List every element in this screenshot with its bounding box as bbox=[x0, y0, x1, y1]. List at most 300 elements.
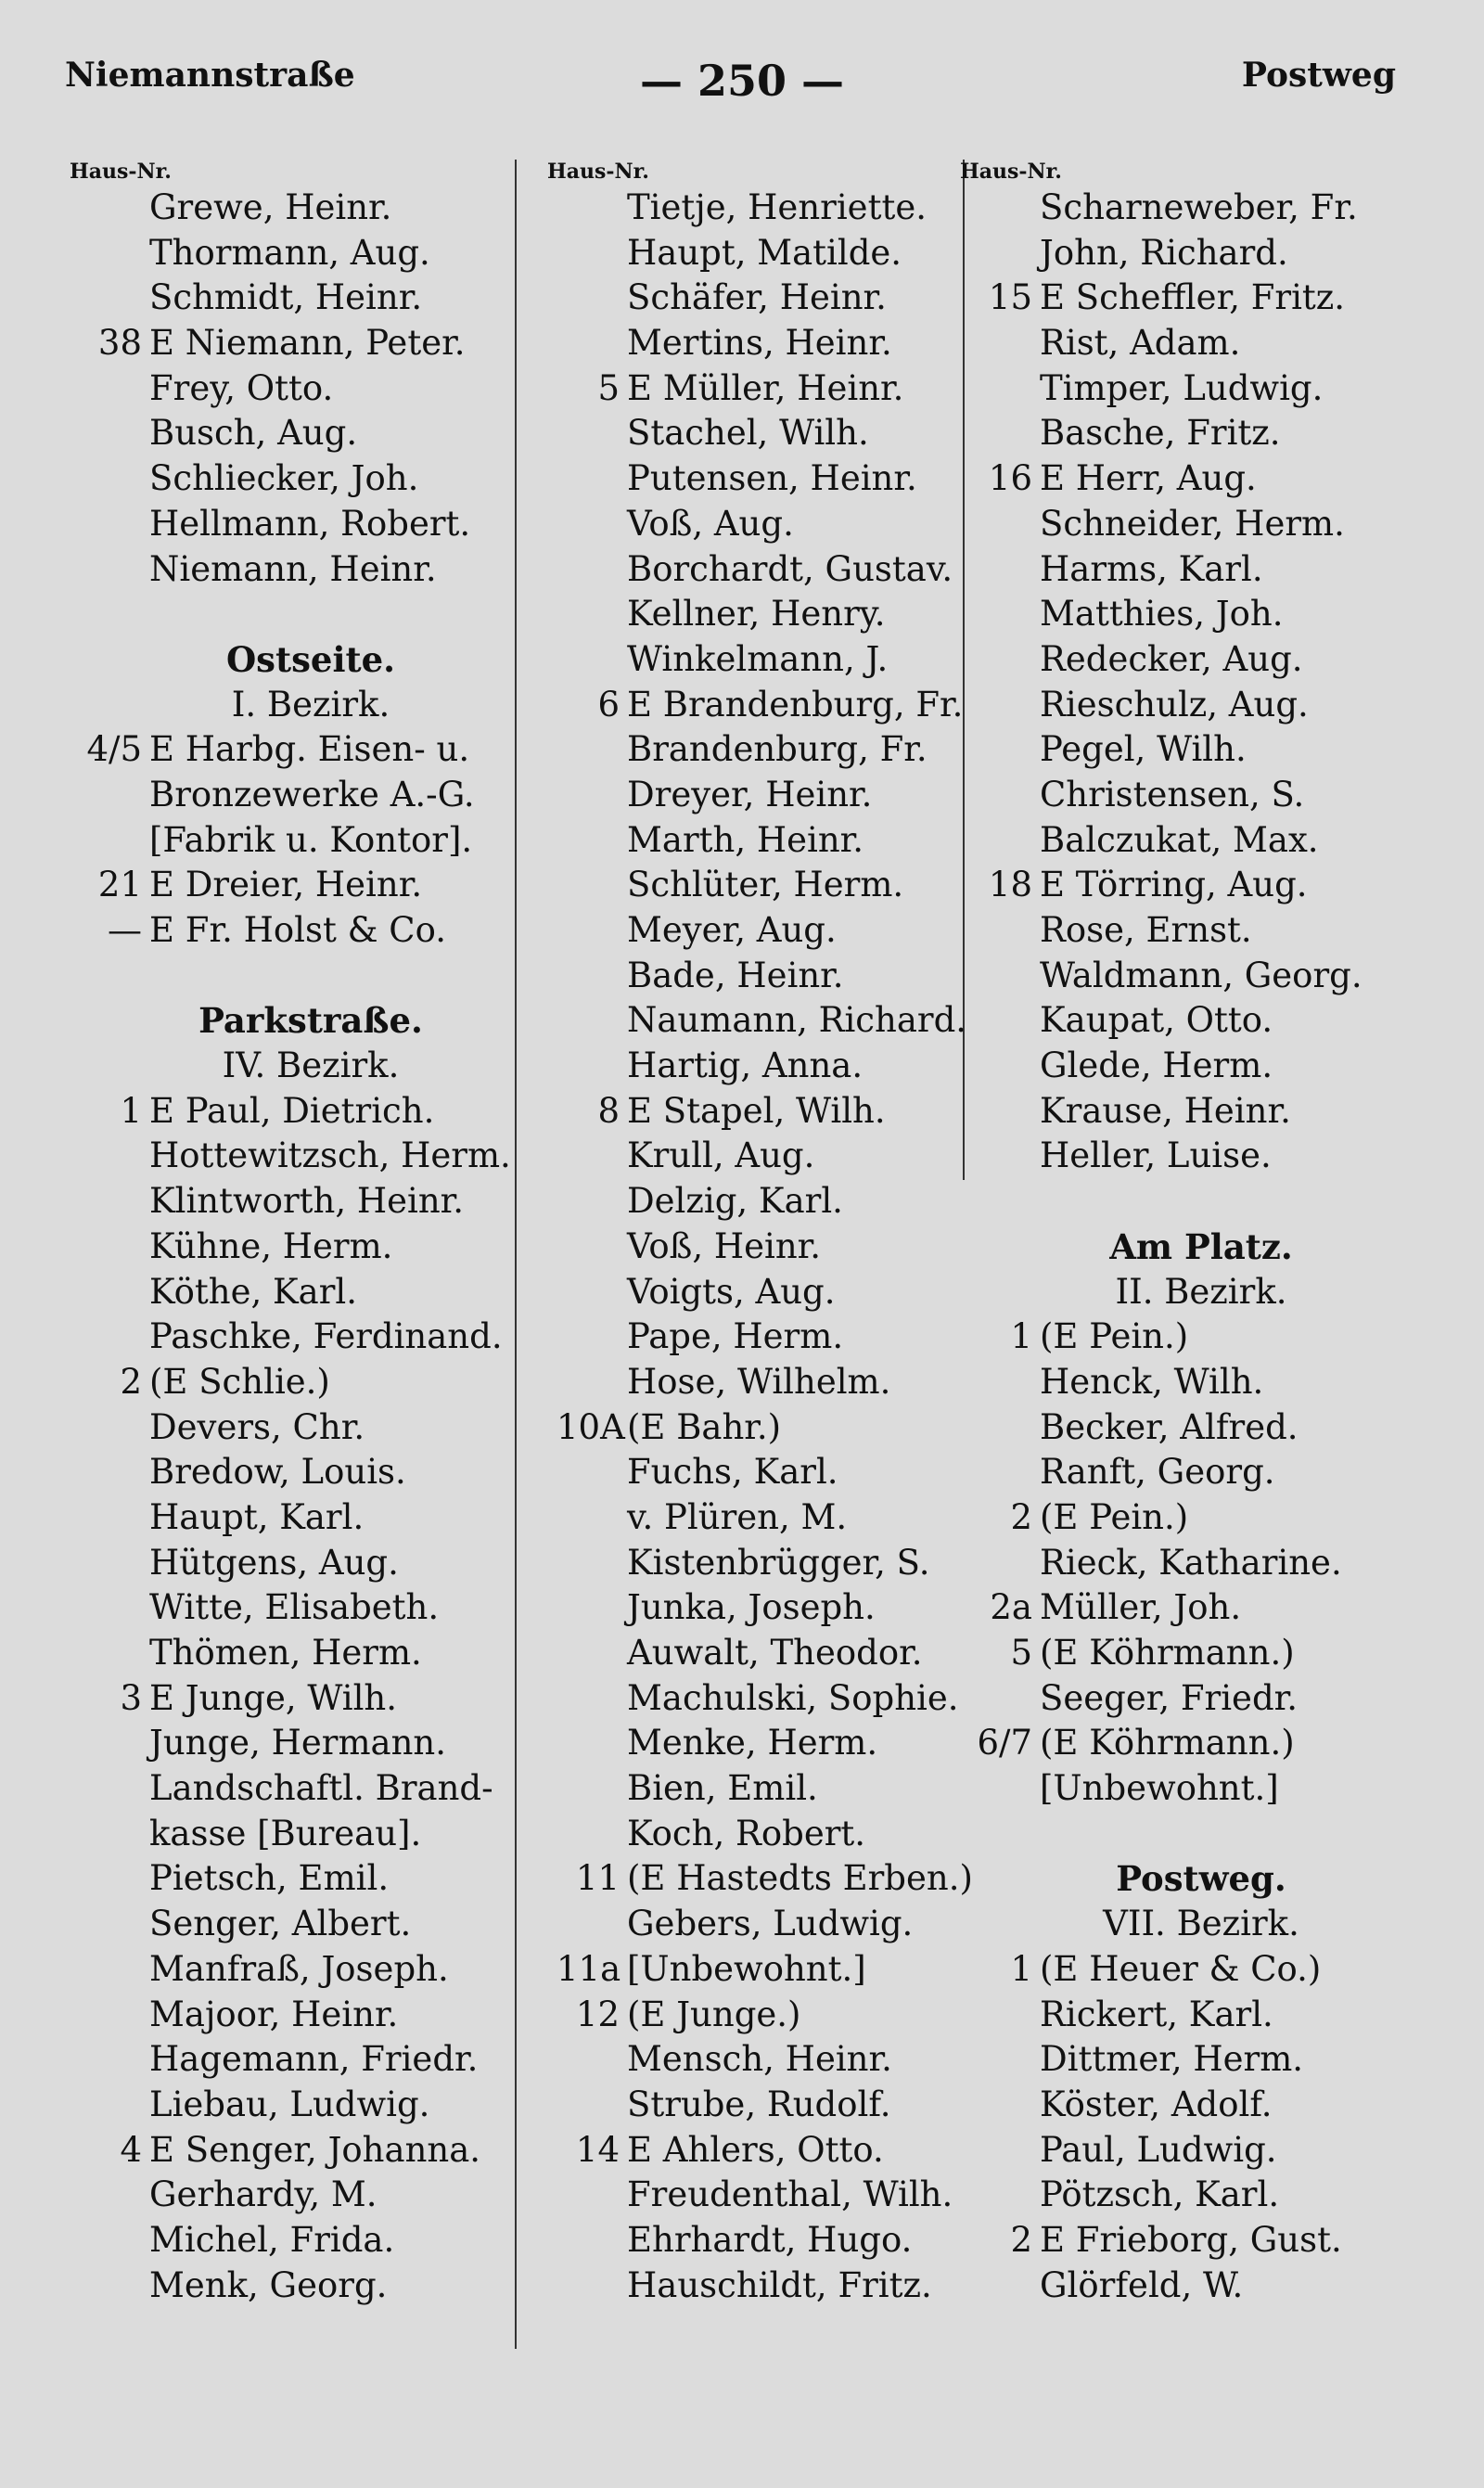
directory-entry bbox=[969, 1450, 1433, 1495]
house-number bbox=[556, 321, 627, 366]
house-number bbox=[79, 2173, 149, 2218]
directory-entry bbox=[79, 1450, 543, 1495]
directory-entry bbox=[556, 456, 1020, 502]
directory-entry bbox=[79, 1179, 543, 1225]
resident-name: Witte, Elisabeth. bbox=[149, 1587, 440, 1628]
directory-entry bbox=[79, 592, 543, 637]
resident-name: Haupt, Matilde. bbox=[627, 232, 902, 273]
resident-name: Majoor, Heinr. bbox=[149, 1994, 399, 2034]
resident-name: E Herr, Aug. bbox=[1040, 458, 1257, 499]
resident-name: Hose, Wilhelm. bbox=[627, 1361, 891, 1402]
resident-name: Tietje, Henriette. bbox=[627, 187, 927, 227]
house-number bbox=[79, 1225, 149, 1270]
house-number bbox=[79, 1134, 149, 1179]
resident-name: Pegel, Wilh. bbox=[1040, 729, 1247, 770]
resident-name: Hartig, Anna. bbox=[627, 1045, 864, 1086]
resident-name: (E Köhrmann.) bbox=[1040, 1723, 1295, 1763]
directory-entry bbox=[969, 321, 1433, 366]
resident-name: Krause, Heinr. bbox=[1040, 1090, 1291, 1131]
street-heading: Parkstraße. bbox=[198, 1000, 423, 1042]
house-number bbox=[556, 1676, 627, 1722]
directory-entry bbox=[969, 1360, 1433, 1405]
directory-entry bbox=[969, 998, 1433, 1044]
house-number bbox=[556, 908, 627, 954]
directory-entry bbox=[79, 1721, 543, 1766]
resident-name: Mertins, Heinr. bbox=[627, 323, 892, 364]
house-number bbox=[79, 456, 149, 502]
resident-name: v. Plüren, M. bbox=[627, 1496, 848, 1537]
house-number bbox=[969, 502, 1040, 547]
house-number: 1 bbox=[1010, 1316, 1032, 1357]
resident-name: Voß, Heinr. bbox=[627, 1225, 822, 1266]
directory-entry bbox=[556, 1947, 1020, 1993]
house-number bbox=[969, 1450, 1040, 1495]
resident-name: E Ahlers, Otto. bbox=[627, 2129, 884, 2170]
house-number bbox=[79, 2037, 149, 2083]
resident-name: Brandenburg, Fr. bbox=[627, 729, 928, 770]
directory-entry bbox=[79, 321, 543, 366]
directory-entry bbox=[969, 1179, 1433, 1225]
house-number bbox=[79, 1812, 149, 1857]
house-number bbox=[969, 998, 1040, 1044]
house-number bbox=[79, 276, 149, 321]
house-number bbox=[969, 727, 1040, 773]
resident-name: Köthe, Karl. bbox=[149, 1271, 358, 1312]
directory-entry bbox=[969, 1044, 1433, 1089]
resident-name: Borchardt, Gustav. bbox=[627, 548, 953, 589]
resident-name: Liebau, Ludwig. bbox=[149, 2084, 430, 2124]
resident-name: E Scheffler, Fritz. bbox=[1040, 277, 1346, 318]
resident-name: Busch, Aug. bbox=[149, 413, 358, 454]
directory-entry bbox=[79, 502, 543, 547]
house-number: 5 bbox=[1010, 1633, 1032, 1673]
house-number bbox=[556, 637, 627, 683]
directory-entry bbox=[79, 456, 543, 502]
resident-name: Voigts, Aug. bbox=[627, 1271, 836, 1312]
house-number-label: Haus-Nr. bbox=[547, 160, 649, 184]
house-number bbox=[79, 1766, 149, 1812]
directory-entry bbox=[969, 637, 1433, 683]
directory-entry bbox=[969, 2264, 1433, 2309]
house-number: 11a bbox=[556, 1948, 621, 1989]
resident-name: Dreyer, Heinr. bbox=[627, 774, 873, 814]
house-number bbox=[969, 818, 1040, 864]
resident-name: Henck, Wilh. bbox=[1040, 1361, 1264, 1402]
resident-name: (E Pein.) bbox=[1040, 1316, 1189, 1357]
resident-name: Rickert, Karl. bbox=[1040, 1994, 1273, 2034]
directory-entry bbox=[79, 773, 543, 818]
directory-entry bbox=[969, 727, 1433, 773]
directory-entry bbox=[556, 411, 1020, 456]
house-number bbox=[556, 1631, 627, 1676]
resident-name: Mensch, Heinr. bbox=[627, 2039, 892, 2080]
directory-entry bbox=[556, 1993, 1020, 2038]
house-number: 6/7 bbox=[977, 1723, 1032, 1763]
directory-entry bbox=[79, 1134, 543, 1179]
house-number: 1 bbox=[1010, 1948, 1032, 1989]
directory-entry bbox=[556, 502, 1020, 547]
resident-name: Timper, Ludwig. bbox=[1040, 367, 1324, 408]
resident-name: Hagemann, Friedr. bbox=[149, 2039, 479, 2080]
resident-name: Grewe, Heinr. bbox=[149, 187, 392, 227]
resident-name: Menk, Georg. bbox=[149, 2264, 388, 2305]
directory-entry bbox=[556, 1225, 1020, 1270]
directory-entry bbox=[556, 1585, 1020, 1631]
house-number bbox=[79, 1405, 149, 1451]
resident-name: Niemann, Heinr. bbox=[149, 548, 437, 589]
resident-name: E Senger, Johanna. bbox=[149, 2129, 481, 2170]
column-3 bbox=[960, 158, 1433, 2308]
house-number bbox=[556, 592, 627, 637]
directory-entry bbox=[79, 1541, 543, 1586]
directory-entry bbox=[556, 2083, 1020, 2128]
house-number bbox=[79, 773, 149, 818]
directory-entry bbox=[556, 2037, 1020, 2083]
directory-entry bbox=[79, 1270, 543, 1315]
directory-entry bbox=[969, 1812, 1433, 1857]
house-number bbox=[969, 2083, 1040, 2128]
directory-entry bbox=[969, 186, 1433, 231]
directory-entry bbox=[969, 592, 1433, 637]
resident-name: Marth, Heinr. bbox=[627, 819, 864, 860]
resident-name: Senger, Albert. bbox=[149, 1904, 412, 1944]
resident-name: Kellner, Henry. bbox=[627, 594, 886, 635]
house-number bbox=[969, 1360, 1040, 1405]
house-number bbox=[969, 366, 1040, 412]
directory-entry bbox=[556, 1721, 1020, 1766]
resident-name: Pape, Herm. bbox=[627, 1316, 844, 1357]
directory-entry bbox=[79, 1585, 543, 1631]
house-number bbox=[969, 186, 1040, 231]
directory-entry bbox=[556, 2218, 1020, 2264]
resident-name: E Brandenburg, Fr. bbox=[627, 684, 964, 725]
resident-name: Hütgens, Aug. bbox=[149, 1542, 399, 1583]
resident-name: Menke, Herm. bbox=[627, 1723, 878, 1763]
house-number: 4/5 bbox=[86, 729, 142, 770]
resident-name: E Junge, Wilh. bbox=[149, 1677, 398, 1718]
house-number bbox=[556, 231, 627, 276]
house-number bbox=[79, 2218, 149, 2264]
page-number: — 250 — bbox=[639, 56, 845, 106]
directory-entry bbox=[79, 1812, 543, 1857]
house-number bbox=[556, 998, 627, 1044]
house-number bbox=[79, 1179, 149, 1225]
directory-entry bbox=[79, 1947, 543, 1993]
house-number: 16 bbox=[988, 458, 1032, 499]
house-number bbox=[969, 683, 1040, 728]
directory-entry bbox=[969, 1585, 1433, 1631]
directory-entry bbox=[79, 366, 543, 412]
resident-name: Christensen, S. bbox=[1040, 774, 1305, 814]
resident-name: (E Köhrmann.) bbox=[1040, 1633, 1295, 1673]
house-number: 11 bbox=[575, 1858, 620, 1899]
column-2 bbox=[547, 158, 1020, 2308]
house-number bbox=[79, 547, 149, 593]
directory-entry bbox=[79, 411, 543, 456]
resident-name: Seeger, Friedr. bbox=[1040, 1677, 1298, 1718]
directory-entry bbox=[79, 727, 543, 773]
directory-entry bbox=[79, 276, 543, 321]
directory-entry bbox=[79, 2083, 543, 2128]
resident-name: Rieschulz, Aug. bbox=[1040, 684, 1309, 725]
resident-name: kasse [Bureau]. bbox=[149, 1813, 422, 1853]
resident-name: Pietsch, Emil. bbox=[149, 1858, 390, 1899]
directory-entry bbox=[556, 1902, 1020, 1947]
resident-name: Gerhardy, M. bbox=[149, 2174, 377, 2215]
house-number bbox=[969, 2173, 1040, 2218]
directory-entry bbox=[79, 2173, 543, 2218]
house-number bbox=[79, 1541, 149, 1586]
resident-name: Koch, Robert. bbox=[627, 1813, 866, 1853]
directory-entry bbox=[556, 637, 1020, 683]
resident-name: Thormann, Aug. bbox=[149, 232, 430, 273]
directory-entry bbox=[969, 366, 1433, 412]
house-number bbox=[969, 637, 1040, 683]
directory-entry bbox=[556, 954, 1020, 999]
resident-name: Meyer, Aug. bbox=[627, 910, 837, 950]
house-number bbox=[969, 908, 1040, 954]
resident-name: Kistenbrügger, S. bbox=[627, 1542, 930, 1583]
directory-entry bbox=[969, 1766, 1433, 1812]
house-number bbox=[969, 1812, 1040, 1857]
resident-name: Hellmann, Robert. bbox=[149, 503, 471, 544]
house-number-label: Haus-Nr. bbox=[70, 160, 172, 184]
directory-entry bbox=[79, 1495, 543, 1541]
resident-name: Klintworth, Heinr. bbox=[149, 1181, 465, 1222]
resident-name: Strube, Rudolf. bbox=[627, 2084, 891, 2124]
house-number bbox=[556, 1812, 627, 1857]
house-number bbox=[556, 773, 627, 818]
directory-entry bbox=[556, 1089, 1020, 1135]
directory-entry bbox=[556, 1179, 1020, 1225]
resident-name: Devers, Chr. bbox=[149, 1406, 365, 1447]
house-number: 4 bbox=[120, 2129, 142, 2170]
directory-entry bbox=[79, 1315, 543, 1360]
directory-entry bbox=[556, 1360, 1020, 1405]
house-number: 3 bbox=[120, 1677, 142, 1718]
directory-entry bbox=[79, 1676, 543, 1722]
directory-entry bbox=[79, 231, 543, 276]
resident-name: Matthies, Joh. bbox=[1040, 594, 1284, 635]
resident-name: Stachel, Wilh. bbox=[627, 413, 869, 454]
resident-name: Schäfer, Heinr. bbox=[627, 277, 887, 318]
directory-entry bbox=[556, 276, 1020, 321]
directory-entry bbox=[969, 1676, 1433, 1722]
house-number bbox=[556, 1270, 627, 1315]
directory-entry bbox=[969, 683, 1433, 728]
resident-name: [Fabrik u. Kontor]. bbox=[149, 819, 473, 860]
resident-name: Krull, Aug. bbox=[627, 1135, 815, 1176]
resident-name: Köster, Adolf. bbox=[1040, 2084, 1273, 2124]
district-heading: II. Bezirk. bbox=[1115, 1271, 1287, 1312]
resident-name: Kühne, Herm. bbox=[149, 1225, 393, 1266]
house-number: 1 bbox=[120, 1090, 142, 1131]
house-number bbox=[969, 592, 1040, 637]
resident-name: Balczukat, Max. bbox=[1040, 819, 1319, 860]
resident-name: Redecker, Aug. bbox=[1040, 638, 1303, 679]
directory-entry bbox=[79, 1766, 543, 1812]
house-number bbox=[556, 2173, 627, 2218]
directory-entry bbox=[79, 2037, 543, 2083]
directory-entry bbox=[79, 2128, 543, 2174]
house-number bbox=[79, 1721, 149, 1766]
street-heading: Postweg. bbox=[1116, 1858, 1286, 1900]
house-number-label: Haus-Nr. bbox=[960, 160, 1062, 184]
resident-name: Müller, Joh. bbox=[1040, 1587, 1242, 1628]
directory-entry bbox=[79, 1631, 543, 1676]
resident-name: Hottewitzsch, Herm. bbox=[149, 1135, 511, 1176]
resident-name: Naumann, Richard. bbox=[627, 1000, 967, 1041]
house-number bbox=[556, 547, 627, 593]
resident-name: Schlüter, Herm. bbox=[627, 865, 904, 905]
directory-entry bbox=[969, 1495, 1433, 1541]
directory-entry bbox=[556, 1270, 1020, 1315]
resident-name: Fuchs, Karl. bbox=[627, 1452, 838, 1493]
directory-entry bbox=[556, 908, 1020, 954]
house-number bbox=[79, 1631, 149, 1676]
house-number bbox=[556, 456, 627, 502]
directory-entry bbox=[969, 1089, 1433, 1135]
directory-entry bbox=[556, 1812, 1020, 1857]
directory-entry bbox=[969, 2128, 1433, 2174]
house-number bbox=[556, 818, 627, 864]
house-number bbox=[79, 1947, 149, 1993]
house-number bbox=[969, 1405, 1040, 1451]
directory-entry bbox=[556, 1856, 1020, 1902]
directory-entry bbox=[969, 276, 1433, 321]
directory-entry bbox=[969, 818, 1433, 864]
resident-name: Thömen, Herm. bbox=[149, 1633, 422, 1673]
house-number bbox=[556, 2218, 627, 2264]
resident-name: (E Heuer & Co.) bbox=[1040, 1948, 1322, 1989]
resident-name: Michel, Frida. bbox=[149, 2219, 395, 2260]
resident-name: Bade, Heinr. bbox=[627, 955, 844, 995]
resident-name: Gebers, Ludwig. bbox=[627, 1904, 914, 1944]
directory-entry bbox=[556, 1405, 1020, 1451]
directory-entry bbox=[556, 1044, 1020, 1089]
house-number bbox=[969, 1541, 1040, 1586]
resident-name: Heller, Luise. bbox=[1040, 1135, 1272, 1176]
house-number bbox=[79, 1270, 149, 1315]
directory-entry bbox=[79, 863, 543, 908]
directory-entry bbox=[79, 186, 543, 231]
house-number bbox=[556, 1360, 627, 1405]
directory-entry bbox=[79, 547, 543, 593]
house-number bbox=[969, 1179, 1040, 1225]
resident-name: Bredow, Louis. bbox=[149, 1452, 406, 1493]
house-number bbox=[969, 1044, 1040, 1089]
directory-entry bbox=[969, 456, 1433, 502]
resident-name: Dittmer, Herm. bbox=[1040, 2039, 1304, 2080]
house-number bbox=[79, 2264, 149, 2309]
resident-name: Basche, Fritz. bbox=[1040, 413, 1281, 454]
directory-entry bbox=[556, 1676, 1020, 1722]
resident-name: Ehrhardt, Hugo. bbox=[627, 2219, 913, 2260]
directory-entry bbox=[79, 1856, 543, 1902]
directory-entry bbox=[969, 773, 1433, 818]
house-number bbox=[969, 954, 1040, 999]
directory-entry bbox=[969, 502, 1433, 547]
resident-name: E Harbg. Eisen- u. bbox=[149, 729, 470, 770]
directory-entry bbox=[79, 908, 543, 954]
directory-entry bbox=[969, 2037, 1433, 2083]
resident-name: Manfraß, Joseph. bbox=[149, 1948, 449, 1989]
directory-entry bbox=[556, 231, 1020, 276]
resident-name: (E Junge.) bbox=[627, 1994, 801, 2034]
house-number bbox=[556, 2083, 627, 2128]
resident-name: E Frieborg, Gust. bbox=[1040, 2219, 1342, 2260]
resident-name: Auwalt, Theodor. bbox=[627, 1633, 923, 1673]
directory-entry bbox=[556, 727, 1020, 773]
house-number: 6 bbox=[597, 684, 620, 725]
directory-entry bbox=[969, 1134, 1433, 1179]
house-number bbox=[556, 1495, 627, 1541]
house-number bbox=[79, 411, 149, 456]
resident-name: (E Schlie.) bbox=[149, 1361, 330, 1402]
directory-entry bbox=[969, 1721, 1433, 1766]
directory-entry bbox=[969, 1405, 1433, 1451]
resident-name: (E Hastedts Erben.) bbox=[627, 1858, 973, 1899]
street-heading: Am Platz. bbox=[1109, 1225, 1293, 1267]
resident-name: E Niemann, Peter. bbox=[149, 323, 466, 364]
resident-name: Frey, Otto. bbox=[149, 367, 334, 408]
directory-entry bbox=[969, 1541, 1433, 1586]
directory-entry bbox=[969, 863, 1433, 908]
resident-name: Harms, Karl. bbox=[1040, 548, 1263, 589]
resident-name: Rose, Ernst. bbox=[1040, 910, 1252, 950]
house-number bbox=[79, 1993, 149, 2038]
resident-name: Haupt, Karl. bbox=[149, 1496, 365, 1537]
resident-name: Kaupat, Otto. bbox=[1040, 1000, 1273, 1041]
resident-name: [Unbewohnt.] bbox=[627, 1948, 866, 1989]
directory-entry bbox=[556, 366, 1020, 412]
house-number bbox=[556, 1721, 627, 1766]
directory-entry bbox=[79, 1360, 543, 1405]
resident-name: Rieck, Katharine. bbox=[1040, 1542, 1342, 1583]
resident-name: E Paul, Dietrich. bbox=[149, 1090, 435, 1131]
directory-entry bbox=[556, 321, 1020, 366]
house-number bbox=[969, 547, 1040, 593]
column-1 bbox=[70, 158, 543, 2308]
house-number bbox=[79, 366, 149, 412]
house-number bbox=[556, 954, 627, 999]
directory-entry bbox=[556, 186, 1020, 231]
house-number bbox=[969, 1766, 1040, 1812]
directory-entry bbox=[79, 1089, 543, 1135]
house-number bbox=[969, 411, 1040, 456]
header-right-street: Postweg bbox=[1241, 56, 1396, 95]
directory-entry bbox=[969, 1315, 1433, 1360]
street-heading: Ostseite. bbox=[225, 638, 396, 680]
resident-name: (E Bahr.) bbox=[627, 1406, 782, 1447]
house-number bbox=[556, 1450, 627, 1495]
house-number: — bbox=[108, 910, 142, 950]
resident-name: E Stapel, Wilh. bbox=[627, 1090, 886, 1131]
directory-entry bbox=[556, 1541, 1020, 1586]
house-number bbox=[79, 1902, 149, 1947]
house-number: 15 bbox=[988, 277, 1032, 318]
district-heading: IV. Bezirk. bbox=[222, 1045, 400, 1086]
house-number bbox=[969, 2128, 1040, 2174]
resident-name: Pötzsch, Karl. bbox=[1040, 2174, 1280, 2215]
directory-entry bbox=[556, 683, 1020, 728]
resident-name: John, Richard. bbox=[1040, 232, 1288, 273]
directory-entry bbox=[79, 818, 543, 864]
resident-name: Paul, Ludwig. bbox=[1040, 2129, 1277, 2170]
directory-entry bbox=[556, 2264, 1020, 2309]
house-number bbox=[969, 2264, 1040, 2309]
resident-name: E Dreier, Heinr. bbox=[149, 865, 423, 905]
